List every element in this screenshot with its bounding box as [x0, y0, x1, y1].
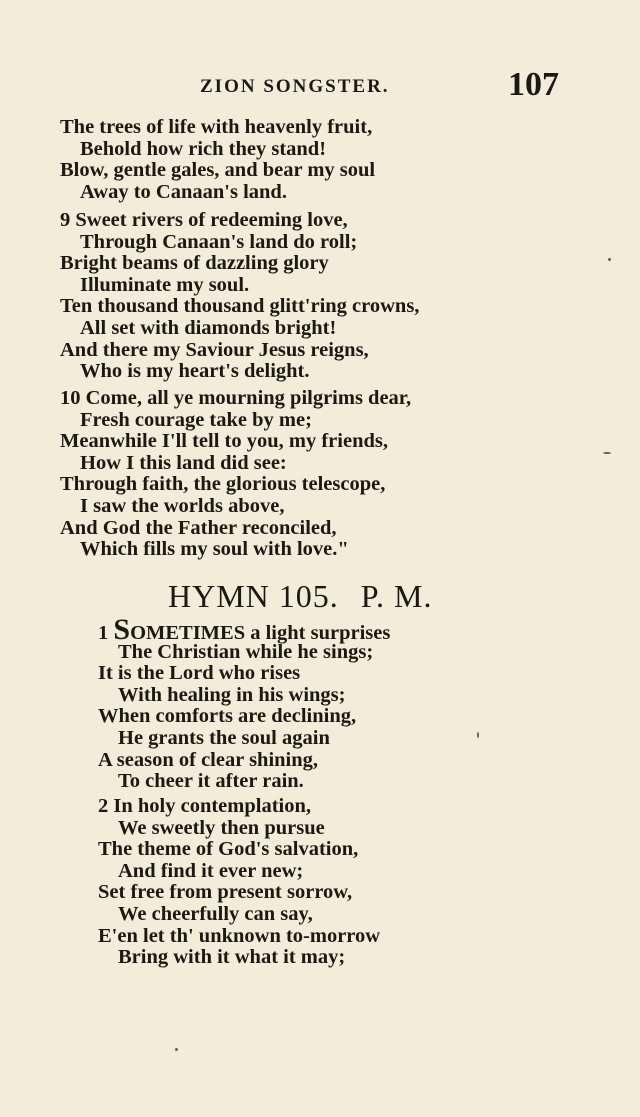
verse-line: 2 In holy contemplation,: [98, 795, 311, 817]
verse-line: And there my Saviour Jesus reigns,: [60, 338, 369, 361]
verse-line: All set with diamonds bright!: [80, 316, 337, 339]
verse-line-rest: OMETIMES a light surprises: [130, 622, 391, 644]
stanza-number: 1: [98, 622, 109, 644]
verse-line: With healing in his wings;: [118, 683, 346, 706]
page-number: 107: [508, 66, 559, 103]
verse-line: Illuminate my soul.: [80, 273, 250, 296]
stanza-continuation: [60, 117, 375, 203]
verse-line: How I this land did see:: [80, 451, 287, 474]
verse-line: Which fills my soul with love.": [80, 538, 349, 561]
verse-line: It is the Lord who rises: [98, 662, 301, 685]
verse-line: A season of clear shining,: [98, 748, 319, 771]
hymn-stanza-2: [98, 796, 380, 969]
hymn-number: HYMN 105.: [168, 578, 339, 614]
verse-line: E'en let th' unknown to-morrow: [98, 924, 381, 947]
verse-line: Behold how rich they stand!: [80, 137, 327, 160]
verse-line: We cheerfully can say,: [118, 902, 313, 925]
running-title: ZION SONGSTER.: [200, 76, 390, 97]
verse-line: Blow, gentle gales, and bear my soul: [60, 159, 376, 182]
verse-line: Bring with it what it may;: [118, 946, 346, 969]
verse-line: Set free from present sorrow,: [98, 881, 353, 904]
verse-line: 9 Sweet rivers of redeeming love,: [60, 209, 348, 231]
paper-speck: [477, 732, 479, 738]
verse-line: Through faith, the glorious telescope,: [60, 473, 386, 496]
verse-line: The theme of God's salvation,: [98, 838, 359, 861]
paper-speck: [603, 452, 611, 454]
verse-line: And God the Father reconciled,: [60, 516, 337, 539]
verse-line: And find it ever new;: [118, 859, 304, 882]
verse-line: Away to Canaan's land.: [80, 180, 287, 203]
verse-line-first: [98, 613, 391, 646]
verse-line: The trees of life with heavenly fruit,: [60, 116, 373, 138]
verse-line: 10 Come, all ye mourning pilgrims dear,: [60, 387, 412, 409]
drop-cap: S: [113, 613, 131, 646]
verse-line: Ten thousand thousand glitt'ring crowns,: [60, 295, 420, 318]
verse-line: I saw the worlds above,: [80, 494, 285, 517]
paper-speck: [608, 258, 611, 261]
verse-line: Bright beams of dazzling glory: [60, 252, 329, 275]
hymn-meter: P. M.: [360, 578, 433, 614]
verse-line: Meanwhile I'll tell to you, my friends,: [60, 430, 388, 453]
verse-line: Who is my heart's delight.: [80, 360, 310, 383]
verse-line: To cheer it after rain.: [118, 770, 304, 793]
verse-line: Fresh courage take by me;: [80, 408, 312, 431]
verse-line: When comforts are declining,: [98, 705, 357, 728]
verse-line: The Christian while he sings;: [118, 640, 374, 663]
stanza-9: [60, 210, 419, 383]
verse-line: We sweetly then pursue: [118, 816, 325, 839]
stanza-10: [60, 388, 411, 561]
paper-speck: [175, 1048, 178, 1051]
hymn-stanza-1: [98, 613, 391, 793]
hymn-heading: [168, 578, 432, 615]
verse-line: He grants the soul again: [118, 726, 330, 749]
verse-line: Through Canaan's land do roll;: [80, 230, 358, 253]
